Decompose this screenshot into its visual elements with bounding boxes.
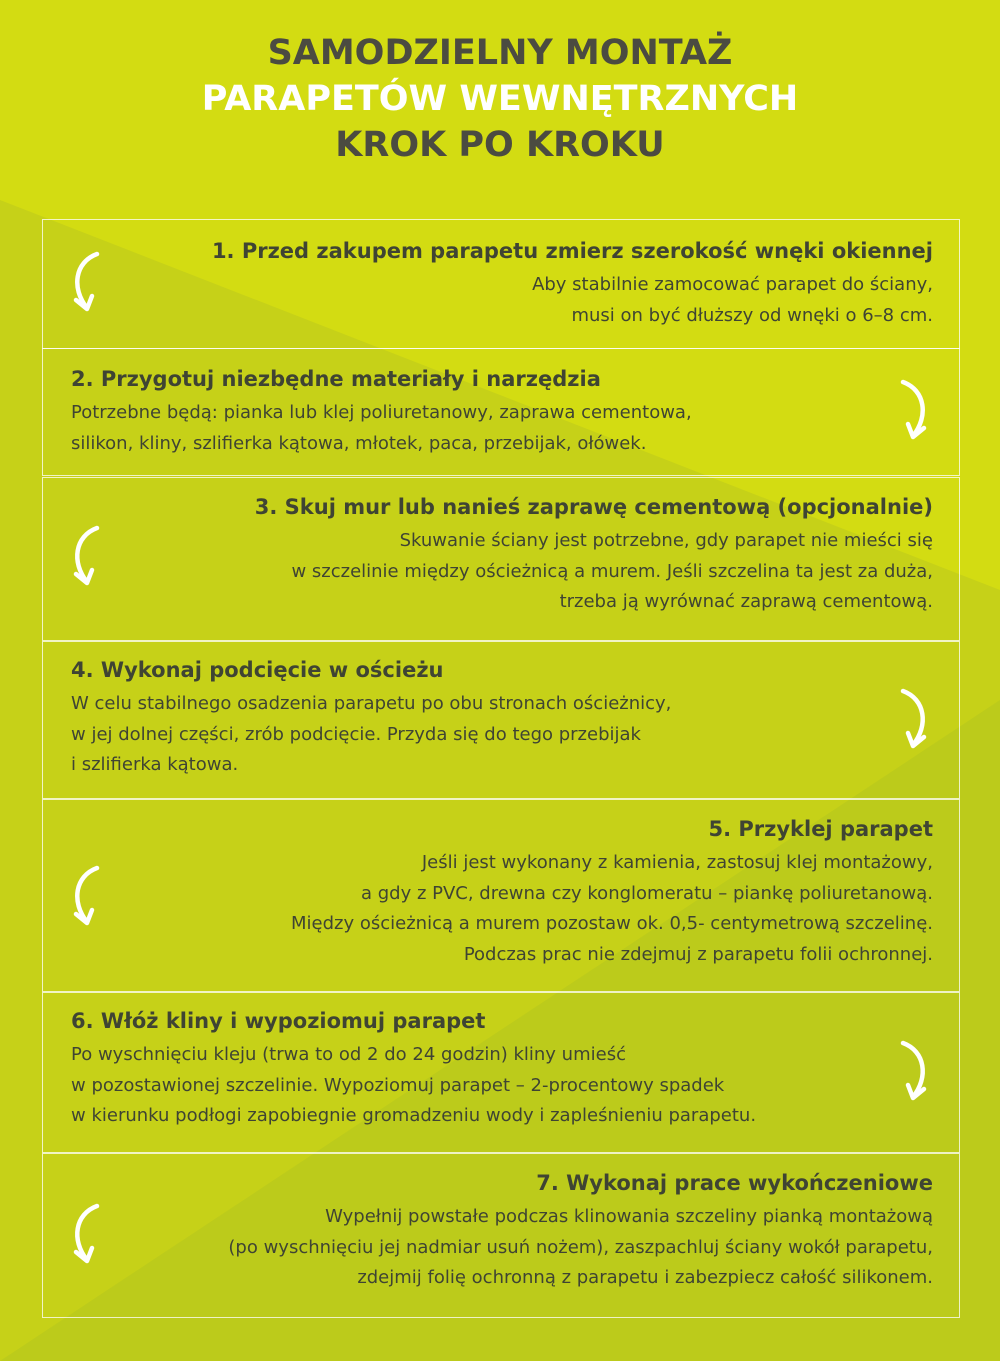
step-7-body: Wypełnij powstałe podczas klinowania szczeliny pianką montażową (po wyschnięciu jej nadmiar usuń nożem), zaszpachluj ściany wokół parapetu, zdejmij folię ochronną z parapetu i zabezpiecz całość silikonem. — [228, 1206, 933, 1288]
step-3-heading: 3. Skuj mur lub nanieś zaprawę cementową (opcjonalnie) — [254, 495, 933, 519]
step-2-body: Potrzebne będą: pianka lub klej poliuretanowy, zaprawa cementowa, silikon, kliny, szlifierka kątowa, młotek, paca, przebijak, ołówek. — [71, 402, 692, 454]
curved-arrow-right-icon — [893, 1037, 933, 1107]
step-3-body: Skuwanie ściany jest potrzebne, gdy parapet nie mieści się w szczelinie między ościeżnicą a murem. Jeśli szczelina ta jest za duża, trzeba ją wyrównać zaprawą cementową. — [291, 530, 933, 612]
page-title — [0, 30, 1000, 168]
step-2-heading: 2. Przygotuj niezbędne materiały i narzędzia — [71, 367, 601, 391]
curved-arrow-left-icon — [67, 862, 107, 932]
curved-arrow-left-icon — [67, 522, 107, 592]
step-7 — [42, 1153, 960, 1318]
step-4-heading: 4. Wykonaj podcięcie w ościeżu — [71, 658, 444, 682]
step-5-body: Jeśli jest wykonany z kamienia, zastosuj klej montażowy, a gdy z PVC, drewna czy konglomeratu – piankę poliuretanową. Między ościeżnicą a murem pozostaw ok. 0,5- centymetrową szczelinę. Podczas prac nie zdejmuj z parapetu folii ochronnej. — [291, 852, 933, 965]
step-4-body: W celu stabilnego osadzenia parapetu po obu stronach ościeżnicy, w jej dolnej części, zrób podcięcie. Przyda się do tego przebijak i szlifierka kątowa. — [71, 693, 672, 775]
step-1 — [42, 219, 960, 349]
step-3 — [42, 477, 960, 641]
title-line-1: SAMODZIELNY MONTAŻ — [267, 33, 733, 73]
step-6 — [42, 992, 960, 1153]
title-line-2: PARAPETÓW WEWNĘTRZNYCH — [201, 79, 799, 119]
title-line-3: KROK PO KROKU — [335, 125, 665, 165]
curved-arrow-left-icon — [67, 1200, 107, 1270]
curved-arrow-left-icon — [67, 248, 107, 318]
step-5-heading: 5. Przyklej parapet — [708, 817, 933, 841]
step-5 — [42, 799, 960, 992]
curved-arrow-right-icon — [893, 685, 933, 755]
step-6-heading: 6. Włóż kliny i wypoziomuj parapet — [71, 1009, 486, 1033]
step-6-body: Po wyschnięciu kleju (trwa to od 2 do 24 godzin) kliny umieść w pozostawionej szczelinie. Wypoziomuj parapet – 2-procentowy spadek w kierunku podłogi zapobiegnie gromadzeniu wody i zapleśnieniu parapetu. — [71, 1044, 757, 1126]
step-1-heading: 1. Przed zakupem parapetu zmierz szerokość wnęki okiennej — [211, 239, 933, 263]
step-7-heading: 7. Wykonaj prace wykończeniowe — [536, 1171, 933, 1195]
curved-arrow-right-icon — [893, 376, 933, 446]
step-2 — [42, 348, 960, 476]
step-4 — [42, 641, 960, 799]
step-1-body: Aby stabilnie zamocować parapet do ściany, musi on być dłuższy od wnęki o 6–8 cm. — [532, 274, 933, 326]
